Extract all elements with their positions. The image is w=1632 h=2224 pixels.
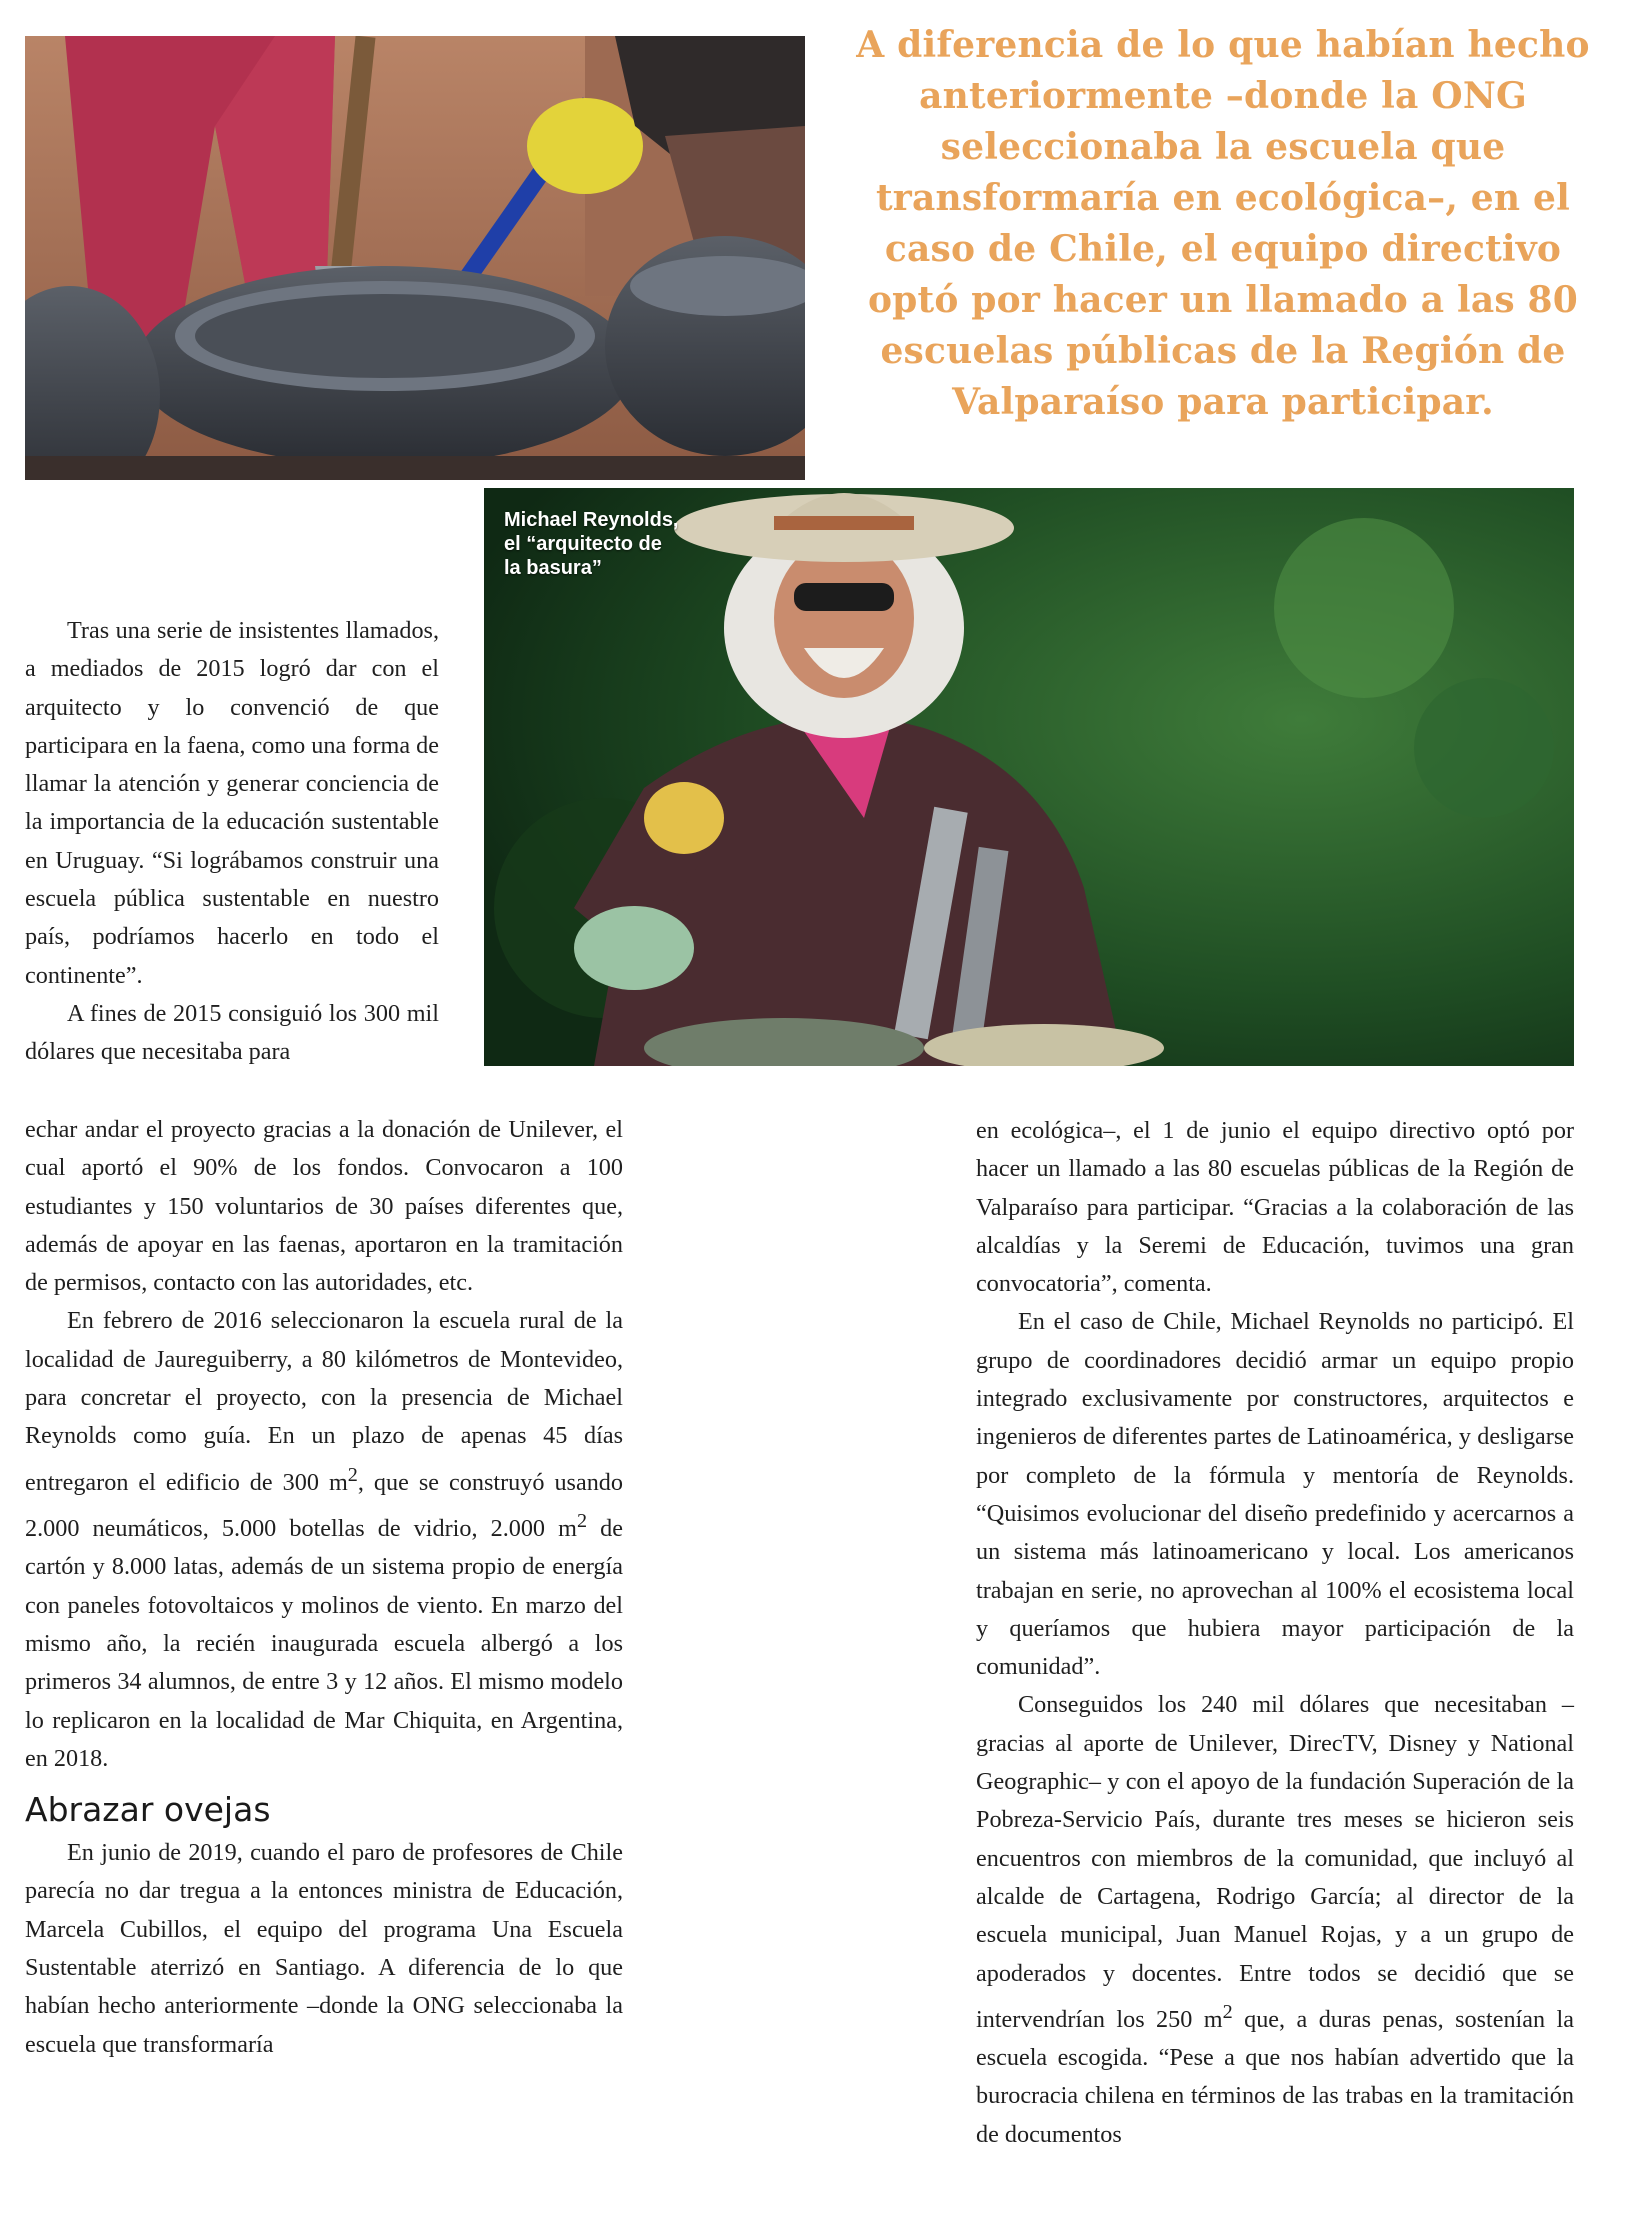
paragraph: En el caso de Chile, Michael Reynolds no participó. El grupo de coordinadores decidió armar un equipo propio integrado exclusivamente por constructores, arquitectos e ingenieros de diferentes partes de Latinoamérica, y desligarse por completo de la fórmula y mentoría de Reynolds. “Quisimos evolucionar del diseño predefinido y acercarnos a un sistema más latinoamericano y local. Los americanos trabajan en serie, no aprovechan al 100% el ecosistema local y queríamos que hubiera mayor participación de la comunidad”. [976, 1308, 1574, 1681]
photo-caption: Michael Reynolds, el “arquitecto de la basura” [504, 509, 679, 579]
tire-construction-photo [25, 36, 805, 480]
paragraph: en ecológica–, el 1 de junio el equipo directivo optó por hacer un llamado a las 80 escuelas públicas de la Región de Valparaíso para participar. “Gracias a la colaboración de las alcaldías y la Seremi de Educación, tuvimos una gran convocatoria”, comenta. [976, 1117, 1574, 1298]
paragraph: Tras una serie de insistentes llamados, a mediados de 2015 logró dar con el arquitecto y lo convenció de que participara en la faena, como una forma de llamar la atención y generar conciencia de la importancia de la educación sustentable en Uruguay. “Si lográbamos construir una escuela pública sustentable en nuestro país, podríamos hacerlo en todo el continente”. [25, 617, 439, 989]
left-column-narrow [25, 612, 439, 1072]
tire-construction-illustration [25, 36, 805, 480]
paragraph: A fines de 2015 consiguió los 300 mil dólares que necesitaba para [25, 999, 439, 1066]
left-column-wide [25, 1111, 623, 2064]
paragraph: En febrero de 2016 seleccionaron la escuela rural de la localidad de Jaureguiberry, a 80 kilómetros de Montevideo, para concretar el proyecto, con la presencia de Michael Reynolds como guía. En un plazo de apenas 45 días entregaron el edificio de 300 $m^2$, que se construyó usando 2.000 neumáticos, 5.000 botellas de vidrio, 2.000 $m^2$ de cartón y 8.000 latas, además de un sistema propio de energía con paneles fotovoltaicos y molinos de viento. En marzo del mismo año, la recién inaugurada escuela albergó a los primeros 34 alumnos, de entre 3 y 12 años. El mismo modelo lo replicaron en la localidad de Mar Chiquita, en Argentina, en 2018. [25, 1307, 623, 1772]
paragraph: Conseguidos los 240 mil dólares que necesitaban –gracias al aporte de Unilever, DirecTV, Disney y National Geographic– y con el apoyo de la fundación Superación de la Pobreza-Servicio País, durante tres meses se hicieron seis encuentros con miembros de la comunidad, que incluyó al alcalde de Cartagena, Rodrigo García; al director de la escuela municipal, Juan Manuel Rojas, y a un grupo de apoderados y docentes. Entre todos se decidió que se intervendrían los 250 $m^2$ que, a duras penas, sostenían la escuela escogida. “Pese a que nos habían advertido que la burocracia chilena en términos de las trabas en la tramitación de documentos [976, 1691, 1574, 2148]
right-column [976, 1112, 1574, 2154]
pull-quote: A diferencia de lo que habían hecho anteriormente –donde la ONG seleccionaba la escuela que transformaría en ecológica–, en el caso de Chile, el equipo directivo optó por hacer un llamado a las 80 escuelas públicas de la Región de Valparaíso para participar. [856, 24, 1590, 423]
section-heading: Abrazar ovejas [25, 1790, 271, 1830]
paragraph: echar andar el proyecto gracias a la donación de Unilever, el cual aportó el 90% de los fondos. Convocaron a 100 estudiantes y 150 voluntarios de 30 países diferentes que, además de apoyar en las faenas, aportaron en la tramitación de permisos, contacto con las autoridades, etc. [25, 1116, 623, 1297]
paragraph: En junio de 2019, cuando el paro de profesores de Chile parecía no dar tregua a la entonces ministra de Educación, Marcela Cubillos, el equipo del programa Una Escuela Sustentable aterrizó en Santiago. A diferencia de lo que habían hecho anteriormente –donde la ONG seleccionaba la escuela que transformaría [25, 1839, 623, 2058]
